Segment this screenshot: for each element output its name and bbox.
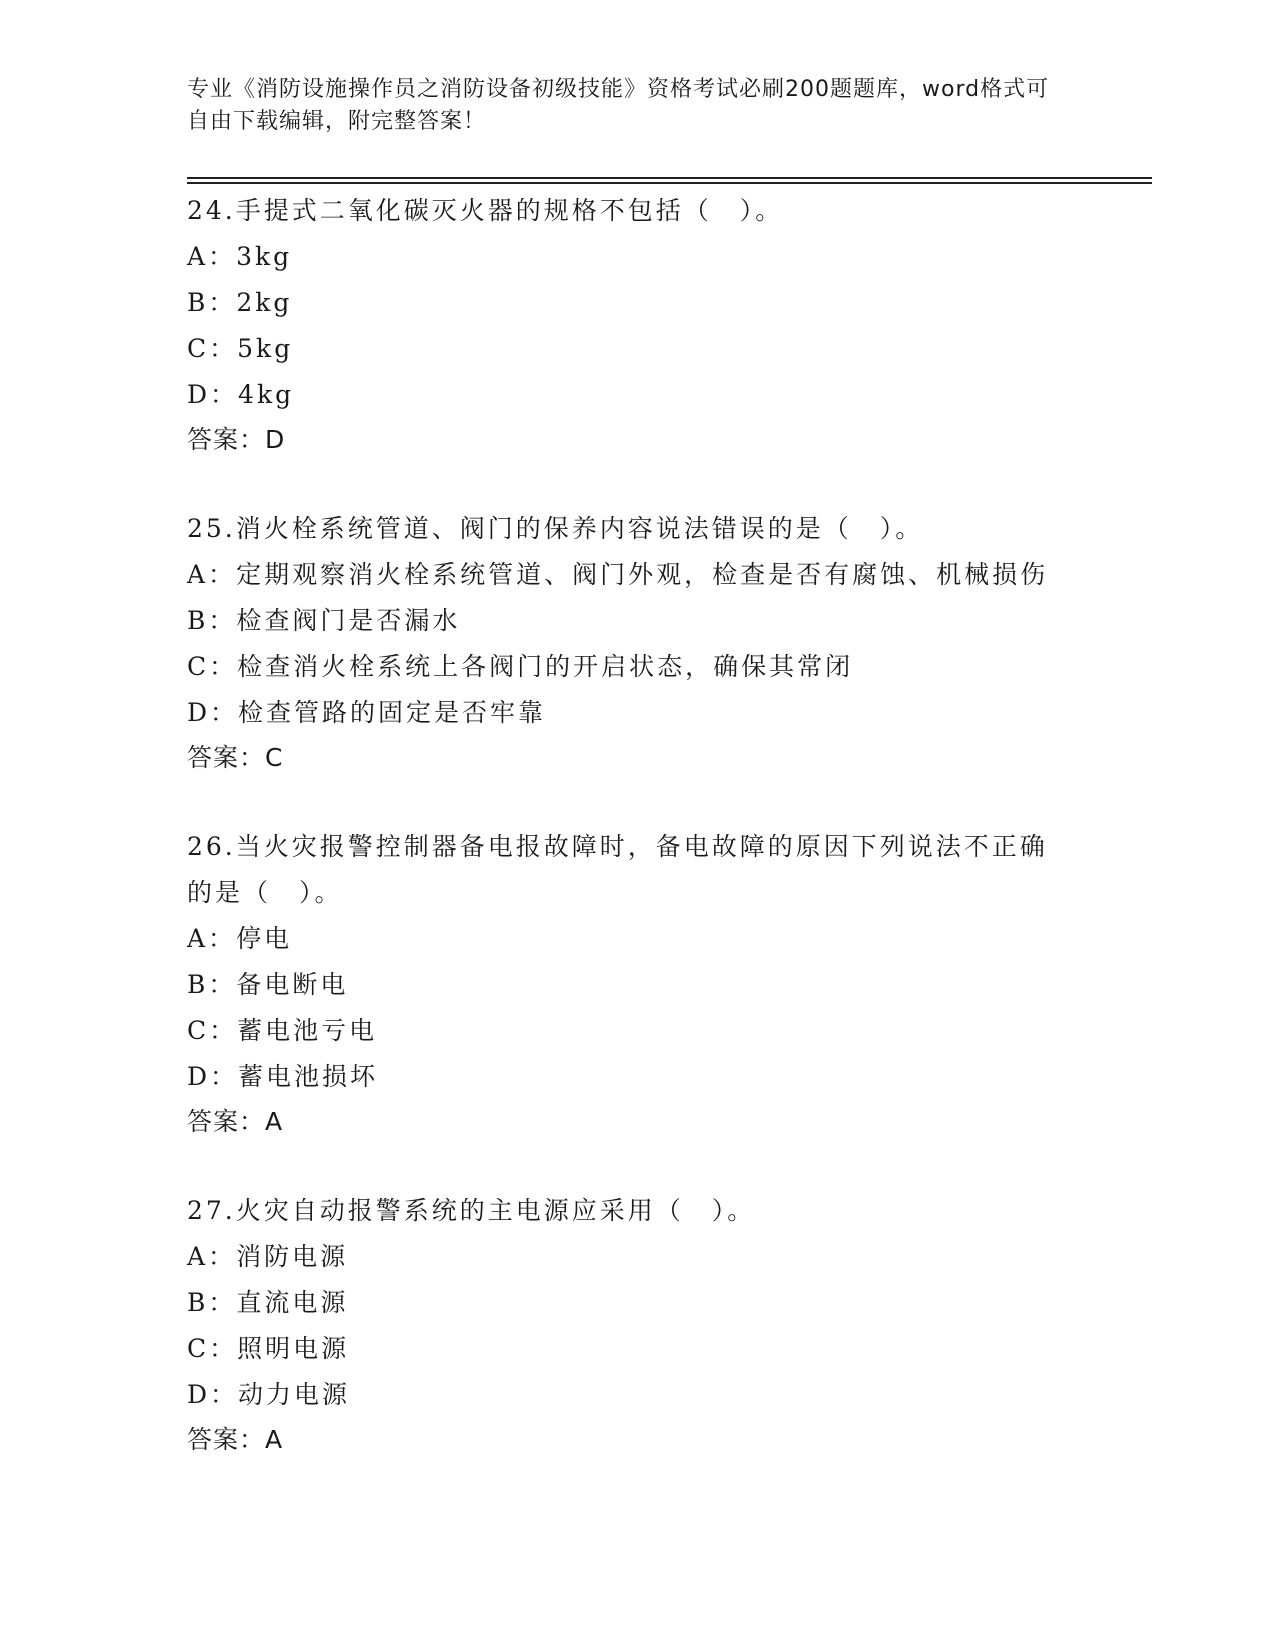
option-d: [187, 690, 1137, 736]
question-text: 26.当火灾报警控制器备电报故障时，备电故障的原因下列说法不正确的是（ ）。: [187, 832, 1048, 907]
option-text: 备电断电: [236, 970, 349, 999]
option-d: [187, 1372, 1137, 1418]
option-letter: B：: [187, 1288, 237, 1317]
option-letter: A：: [187, 560, 237, 589]
question-text: 25.消火栓系统管道、阀门的保养内容说法错误的是（ ）。: [187, 514, 924, 543]
option-text: 消防电源: [236, 1242, 349, 1271]
option-c: [187, 326, 1137, 372]
option-c: [187, 644, 1137, 690]
option-text: 3kg: [236, 242, 293, 271]
question-25: [187, 506, 1137, 780]
option-a: [187, 552, 1137, 598]
option-list: [187, 552, 1137, 736]
option-a: [187, 916, 1137, 962]
option-text: 蓄电池损坏: [238, 1062, 379, 1091]
option-text: 4kg: [238, 380, 295, 409]
option-list: [187, 1234, 1137, 1418]
option-text: 5kg: [237, 334, 294, 363]
option-letter: D：: [187, 380, 239, 409]
option-text: 照明电源: [237, 1334, 350, 1363]
option-a: [187, 234, 1137, 280]
option-b: [187, 598, 1137, 644]
option-letter: D：: [187, 698, 239, 727]
option-a: [187, 1234, 1137, 1280]
option-d: [187, 372, 1137, 418]
option-letter: A：: [187, 242, 237, 271]
option-c: [187, 1008, 1137, 1054]
option-text: 2kg: [236, 288, 293, 317]
option-b: [187, 962, 1137, 1008]
document-header: 专业《消防设施操作员之消防设备初级技能》资格考试必刷200题题库，word格式可自由下载编辑，附完整答案！: [187, 77, 1050, 134]
option-text: 停电: [236, 924, 293, 953]
option-letter: C：: [187, 652, 238, 681]
header-divider-bottom: [187, 182, 1152, 184]
option-d: [187, 1054, 1137, 1100]
option-text: 直流电源: [236, 1288, 349, 1317]
question-text: 27.火灾自动报警系统的主电源应采用（ ）。: [187, 1196, 756, 1225]
option-list: [187, 916, 1137, 1100]
header-divider-top: [187, 177, 1152, 179]
option-letter: A：: [187, 924, 237, 953]
question-list: [187, 188, 1137, 1506]
option-letter: D：: [187, 1062, 239, 1091]
question-27: [187, 1188, 1137, 1462]
option-text: 检查管路的固定是否牢靠: [238, 698, 547, 727]
answer-line: 答案：D: [187, 425, 286, 454]
answer-line: 答案：C: [187, 743, 284, 772]
option-letter: A：: [187, 1242, 237, 1271]
option-b: [187, 1280, 1137, 1326]
option-text: 检查阀门是否漏水: [236, 606, 461, 635]
question-text: 24.手提式二氧化碳灭火器的规格不包括（ ）。: [187, 196, 784, 225]
answer-line: 答案：A: [187, 1425, 284, 1454]
option-letter: B：: [187, 970, 237, 999]
option-letter: C：: [187, 1334, 238, 1363]
option-letter: C：: [187, 1016, 238, 1045]
question-24: [187, 188, 1137, 462]
option-b: [187, 280, 1137, 326]
option-text: 检查消火栓系统上各阀门的开启状态，确保其常闭: [237, 652, 854, 681]
option-text: 定期观察消火栓系统管道、阀门外观，检查是否有腐蚀、机械损伤: [236, 560, 1049, 589]
option-text: 动力电源: [238, 1380, 351, 1409]
option-letter: B：: [187, 606, 237, 635]
option-letter: B：: [187, 288, 237, 317]
question-26: [187, 824, 1137, 1144]
option-c: [187, 1326, 1137, 1372]
option-letter: C：: [187, 334, 238, 363]
option-text: 蓄电池亏电: [237, 1016, 378, 1045]
answer-line: 答案：A: [187, 1107, 284, 1136]
option-list: [187, 234, 1137, 418]
option-letter: D：: [187, 1380, 239, 1409]
